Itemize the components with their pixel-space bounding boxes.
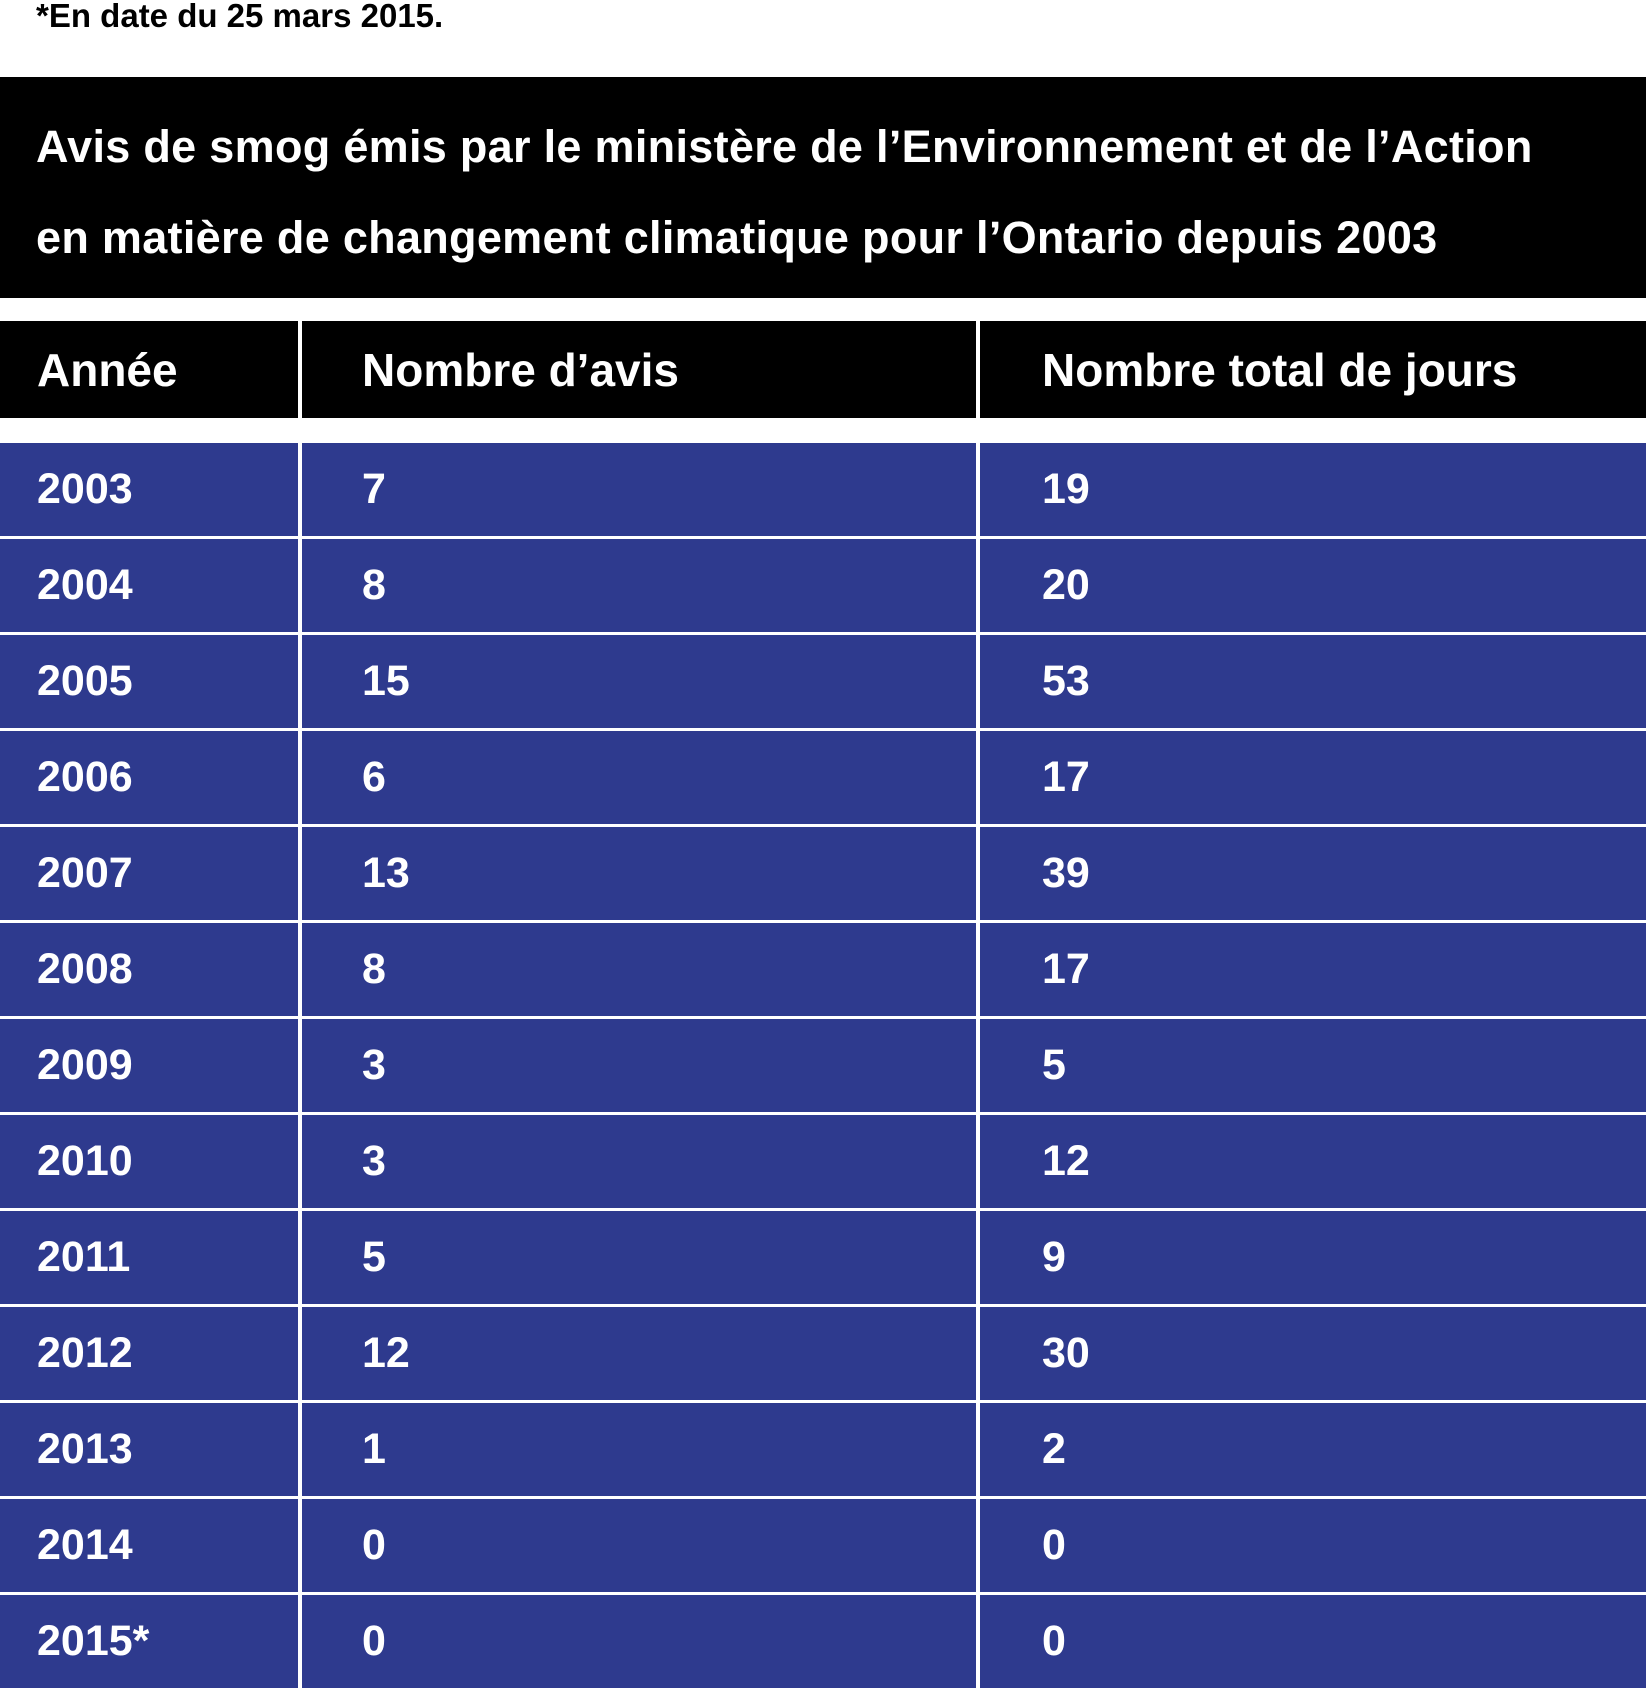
footnote: *En date du 25 mars 2015. [36,0,444,34]
table-row [0,731,1646,824]
table-body [0,443,1646,1691]
cell-advisories: 6 [302,731,976,824]
table-row [0,443,1646,536]
table-row [0,923,1646,1016]
cell-total-days: 53 [980,635,1646,728]
cell-total-days: 5 [980,1019,1646,1112]
cell-total-days: 30 [980,1307,1646,1400]
cell-advisories: 5 [302,1211,976,1304]
table-row [0,1019,1646,1112]
table-title-line-1: Avis de smog émis par le ministère de l’Environnement et de l’Action [36,121,1533,172]
cell-total-days: 39 [980,827,1646,920]
column-header-year: Année [0,321,298,418]
table-row [0,1307,1646,1400]
cell-advisories: 0 [302,1499,976,1592]
table-row [0,827,1646,920]
cell-year: 2008 [0,923,298,1016]
cell-total-days: 2 [980,1403,1646,1496]
table-row [0,1211,1646,1304]
cell-year: 2006 [0,731,298,824]
cell-total-days: 12 [980,1115,1646,1208]
cell-year: 2011 [0,1211,298,1304]
table-row [0,1403,1646,1496]
cell-year: 2005 [0,635,298,728]
cell-year: 2010 [0,1115,298,1208]
table-title [0,77,1646,298]
cell-advisories: 3 [302,1019,976,1112]
cell-total-days: 19 [980,443,1646,536]
cell-total-days: 9 [980,1211,1646,1304]
cell-year: 2004 [0,539,298,632]
cell-total-days: 17 [980,923,1646,1016]
table-row [0,539,1646,632]
cell-total-days: 0 [980,1499,1646,1592]
cell-advisories: 3 [302,1115,976,1208]
column-header-advisories: Nombre d’avis [302,321,976,418]
table-title-line-2: en matière de changement climatique pour l’Ontario depuis 2003 [36,212,1438,263]
cell-advisories: 1 [302,1403,976,1496]
cell-year: 2009 [0,1019,298,1112]
table-row [0,1499,1646,1592]
cell-advisories: 12 [302,1307,976,1400]
column-header-total-days: Nombre total de jours [980,321,1646,418]
cell-year: 2003 [0,443,298,536]
cell-advisories: 8 [302,539,976,632]
table-row [0,1115,1646,1208]
cell-advisories: 7 [302,443,976,536]
cell-advisories: 15 [302,635,976,728]
cell-year: 2012 [0,1307,298,1400]
cell-year: 2007 [0,827,298,920]
cell-advisories: 8 [302,923,976,1016]
cell-year: 2014 [0,1499,298,1592]
table-row [0,1595,1646,1688]
cell-year: 2015* [0,1595,298,1688]
cell-total-days: 0 [980,1595,1646,1688]
table-header-row [0,321,1646,418]
cell-total-days: 20 [980,539,1646,632]
cell-advisories: 0 [302,1595,976,1688]
cell-total-days: 17 [980,731,1646,824]
cell-advisories: 13 [302,827,976,920]
cell-year: 2013 [0,1403,298,1496]
table-row [0,635,1646,728]
